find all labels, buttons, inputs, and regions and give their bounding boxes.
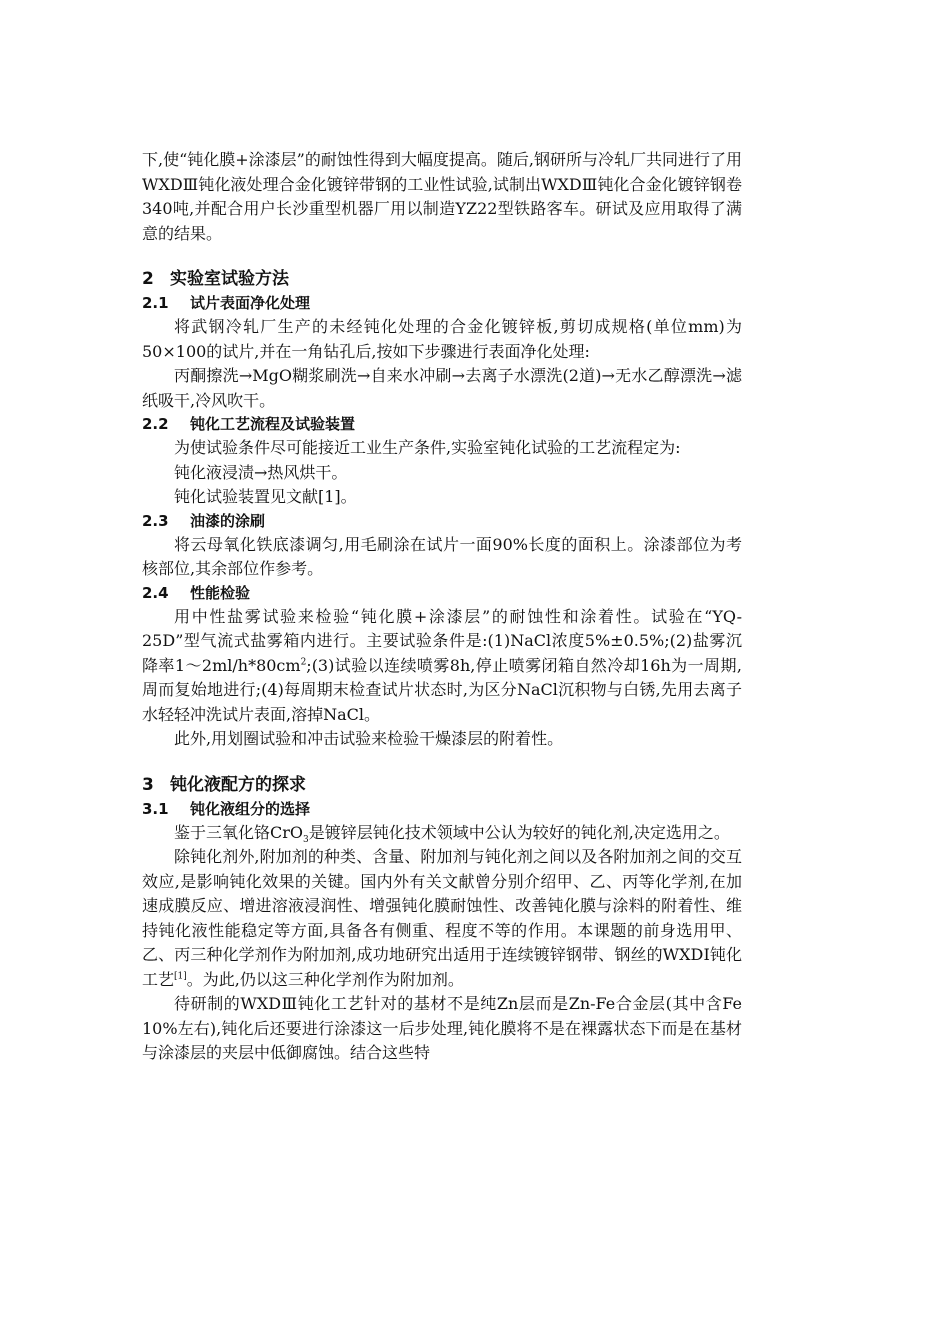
text-run: 。为此,仍以这三种化学剂作为附加剂。: [186, 969, 464, 989]
subsection-title: 油漆的涂刷: [190, 511, 266, 530]
paragraph: 此外,用划圈试验和冲击试验来检验干燥漆层的附着性。: [174, 729, 564, 748]
paragraph: 丙酮擦洗→MgO糊浆刷洗→自来水冲刷→去离子水漂洗(2道)→无水乙醇漂洗→滤纸吸干,冷风吹干。: [142, 366, 742, 410]
citation-superscript: [1]: [174, 971, 187, 982]
paragraph: 待研制的WXDⅢ钝化工艺针对的基材不是纯Zn层而是Zn-Fe合金层(其中含Fe 10%左右),钝化后还要进行涂漆这一后步处理,钝化膜将不是在裸露状态下而是在基材与涂漆层的夹层中低御腐蚀。结合这些特: [142, 994, 742, 1062]
section-number: 3: [142, 774, 154, 795]
subsection-number: 2.3: [142, 511, 169, 530]
paragraph: 将云母氧化铁底漆调匀,用毛刷涂在试片一面90%长度的面积上。涂漆部位为考核部位,其余部位作参考。: [142, 534, 742, 578]
superscript: 2: [300, 657, 307, 668]
subsection-number: 3.1: [142, 799, 169, 818]
paragraph: [142, 821, 742, 846]
section-2-3-heading: [142, 510, 742, 533]
paragraph: 将武钢冷轧厂生产的未经钝化处理的合金化镀锌板,剪切成规格(单位mm)为50×100的试片,并在一角钻孔后,按如下步骤进行表面净化处理:: [142, 317, 742, 361]
subsection-number: 2.4: [142, 583, 169, 602]
text-run: ;(3)试验以连续喷雾8h,停止喷雾闭箱自然冷却16h为一周期,周而复始地进行;(4)每周期末检查试片状态时,为区分NaCl沉积物与白锈,先用去离子水轻轻冲洗试片表面,溶掉NaCl。: [142, 655, 742, 724]
subscript: 3: [303, 834, 309, 845]
subsection-title: 性能检验: [190, 583, 251, 602]
section-title: 钝化液配方的探求: [170, 774, 306, 795]
document-page: [142, 148, 742, 1066]
text-run: 用中性盐雾试验来检验“钝化膜+涂漆层”的耐蚀性和涂着性。试验在“YQ-25D”型气流式盐雾箱内进行。主要试验条件是:(1)NaCl浓度5%±0.5%;(2)盐雾沉降率1～2ml/h*80cm: [142, 606, 742, 675]
text-run: 除钝化剂外,附加剂的种类、含量、附加剂与钝化剂之间以及各附加剂之间的交互效应,是影响钝化效果的关键。国内外有关文献曾分别介绍甲、乙、丙等化学剂,在加速成膜反应、增进溶液浸润性、增强钝化膜耐蚀性、改善钝化膜与涂料的附着性、维持钝化液性能稳定等方面,具备各有侧重、程度不等的作用。本课题的前身选用甲、乙、丙三种化学剂作为附加剂,成功地研究出适用于连续镀锌钢带、钢丝的WXDⅠ钝化工艺: [142, 847, 742, 989]
paragraph: 为使试验条件尽可能接近工业生产条件,实验室钝化试验的工艺流程定为:: [174, 438, 681, 457]
section-2-heading: [142, 266, 742, 292]
section-2-2-heading: [142, 413, 742, 436]
text-run: 鉴于三氧化铬CrO: [174, 822, 304, 842]
subsection-title: 钝化液组分的选择: [190, 799, 311, 818]
paragraph: [142, 605, 742, 728]
subsection-title: 试片表面净化处理: [190, 294, 311, 312]
section-2-1-heading: [142, 292, 742, 315]
text-run: 是镀锌层钝化技术领域中公认为较好的钝化剂,决定选用之。: [308, 822, 730, 842]
section-3-1-heading: [142, 798, 742, 821]
subsection-title: 钝化工艺流程及试验装置: [190, 415, 356, 433]
paragraph: 钝化液浸渍→热风烘干。: [174, 462, 348, 482]
paragraph: [142, 845, 742, 992]
paragraph: 钝化试验装置见文献[1]。: [174, 487, 357, 506]
intro-paragraph: 下,使“钝化膜+涂漆层”的耐蚀性得到大幅度提高。随后,钢研所与冷轧厂共同进行了用WXDⅢ钝化液处理合金化镀锌带钢的工业性试验,试制出WXDⅢ钝化合金化镀锌钢卷340吨,并配合用户长沙重型机器厂用以制造YZ22型铁路客车。研试及应用取得了满意的结果。: [142, 150, 742, 243]
section-2-4-heading: [142, 582, 742, 605]
section-number: 2: [142, 269, 154, 289]
subsection-number: 2.1: [142, 294, 169, 312]
section-title: 实验室试验方法: [170, 269, 289, 289]
subsection-number: 2.2: [142, 415, 169, 433]
section-3-heading: [142, 772, 742, 798]
